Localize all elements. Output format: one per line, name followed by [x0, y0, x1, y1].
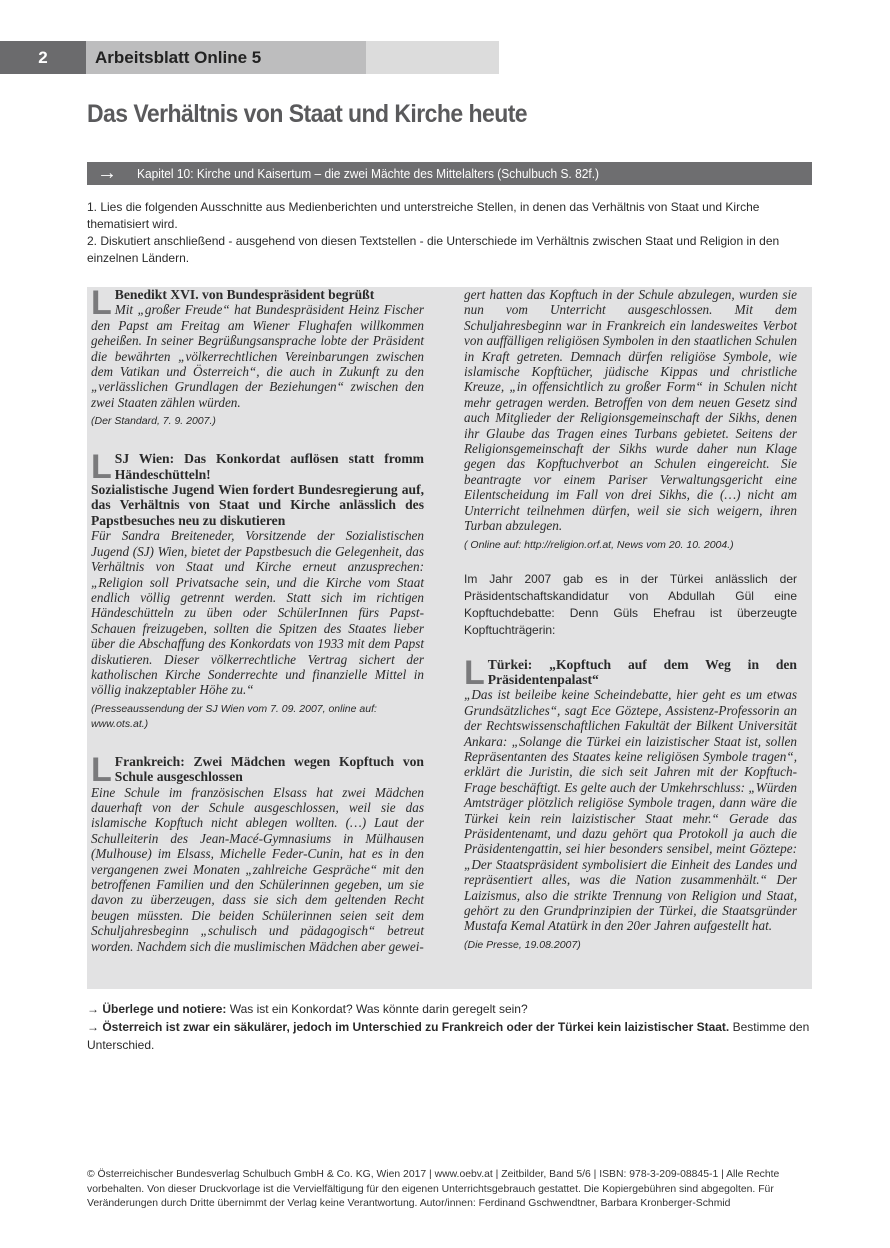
task-1: 1. Lies die folgenden Ausschnitte aus Medienberichten und unterstreiche Stellen, in denen das Verhältnis von Staat und Kirche thematisiert wird.: [87, 200, 760, 231]
article-headline: Frankreich: Zwei Mädchen wegen Kopftuch von Schule ausgeschlossen: [114, 753, 424, 785]
page-header-bar: [0, 41, 499, 74]
article-benedikt: [91, 284, 424, 429]
intro-tuerkei: Im Jahr 2007 gab es in der Türkei anlässlich der Präsidentschaftskandidatur von Abdullah Gül eine Kopftuchdebatte: Denn Güls Ehefrau ist überzeugte Kopftuchträgerin:: [464, 571, 797, 637]
arrow-right-icon: →: [87, 1020, 99, 1034]
page-number: 2: [0, 41, 86, 74]
follow-up-1: [87, 1000, 812, 1018]
article-marker-icon: L: [464, 653, 485, 692]
article-headline: SJ Wien: Das Konkordat auflösen statt fromm Händeschütteln!: [114, 451, 424, 482]
page-title: Das Verhältnis von Staat und Kirche heute: [87, 100, 528, 128]
follow-up-2: [87, 1018, 812, 1054]
article-headline: Benedikt XVI. von Bundespräsident begrüßt: [114, 287, 375, 302]
follow-up-tasks: [87, 1000, 812, 1054]
article-subheadline: Sozialistische Jugend Wien fordert Bundesregierung auf, das Verhältnis von Staat und Kirche anlässlich des Papstbesuches neu zu diskutieren: [91, 482, 424, 528]
follow-up-text: Bestimme den Unterschied.: [87, 1020, 810, 1052]
follow-up-bold: Österreich ist zwar ein säkulärer, jedoch im Unterschied zu Frankreich oder der Türkei kein laizistischer Staat.: [102, 1020, 730, 1034]
article-body: „Das ist beileibe keine Scheindebatte, hier geht es um etwas Grundsätzliches“, sagt Ece Göztepe, Assistenz-Professorin an der Rechtswissenschaftlichen Fakultät der Bilkent Universität Ankara: „Solange die Türkei ein laizistischer Staat ist, sollen Repräsentanten des Staates keine religiösen Symbole tragen“, erklärt die Juristin, die sich seit Jahren mit der Kopftuch-Frage beschäftigt. Es gelte auch der Umkehrschluss: „Würden Amtsträger plötzlich religiöse Symbole tragen, dann wäre die Türkei kein rein laizistischer Staat mehr.“ Gerade das Präsidentenamt, und dazu gehört qua Protokoll ja auch die Präsidentengattin, sei hier besonders sensibel, meint Göztepe: „Der Staatspräsident symbolisiert die Einheit des Landes und repräsentiert alles, was die Nation zusammenhält.“ Der Laizismus, also die strikte Trennung von Religion und Staat, gehört zu den Grundprinzipien der Türkei, die Staatsgründer Mustafa Kemal Atatürk in den 20er Jahren aufgestellt hat.: [464, 687, 797, 934]
article-marker-icon: L: [91, 750, 112, 789]
article-body-part2: gert hatten das Kopftuch in der Schule abzulegen, wurden sie nun vom Unterricht ausgeschlossen. Mit dem Schuljahresbeginn war in Frankreich ein landesweites Verbot von auffälligen religiösen Symbolen in den staatlichen Schulen in Kraft getreten. Demnach dürfen religiöse Symbole, wie islamische Kopftücher, jüdische Kippas und christliche Kreuze, „in offensichtlich zu großer Form“ in Schulen nicht mehr getragen werden. Betroffen von dem neuen Gesetz sind auch Mitglieder der Religionsgemeinschaft der Sikhs, denen ihr Glaube das Tragen eines Turbans gebietet. Seitens der Religionsgemeinschaft der Sikhs wurde daher nun Klage gegen das Kopftuchverbot an Schulen eingereicht. Sie beantragte vor einem Pariser Verwaltungsgericht eine Eilentscheidung im Fall von drei Sikhs, die (…) nicht am Unterricht teilnehmen dürfen, weil sie sich weigern, ihren Turban abzulegen.: [464, 287, 797, 534]
arrow-right-icon: →: [87, 1002, 99, 1016]
article-marker-icon: L: [91, 284, 112, 322]
right-column: [464, 287, 797, 967]
header-fill: [366, 41, 499, 74]
article-body: Für Sandra Breiteneder, Vorsitzende der Sozialistischen Jugend (SJ) Wien, bietet der Papstbesuch die Gelegenheit, das Verhältnis von Staat und Kirche erneut anzusprechen: „Religion soll Privatsache sein, und die Kirche vom Staat endlich völlig getrennt werden. Statt sich im richtigen Händeschütteln zu üben oder SchülerInnen fürs Papst-Schauen freizugeben, sollten die Spitzen des Staates lieber über die Abschaffung des Konkordats von 1933 mit dem Papst diskutieren. Dieser völkerrechtliche Vertrag sichert der katholischen Kirche Sonderrechte und finanzielle Mittel in völlig inakzeptabler Höhe zu.“: [91, 528, 424, 698]
task-2: 2. Diskutiert anschließend - ausgehend von diesen Textstellen - die Unterschiede im Verhältnis zwischen Staat und Religion in den einzelnen Ländern.: [87, 234, 780, 265]
article-frankreich-continued: [464, 287, 797, 553]
article-tuerkei: [464, 653, 797, 953]
source-texts-panel: [87, 284, 812, 989]
copyright-footer: © Österreichischer Bundesverlag Schulbuch GmbH & Co. KG, Wien 2017 | www.oebv.at | Zeitbilder, Band 5/6 | ISBN: 978-3-209-08845-1 | Alle Rechte vorbehalten. Von dieser Druckvorlage ist die Vervielfältigung für den eigenen Unterrichtsgebrauch gestattet. Die Kopiergebühren sind abgegolten. Für Veränderungen durch Dritte übernimmt der Verlag keine Verantwortung. Autor/innen: Ferdinand Gschwendtner, Barbara Kronberger-Schmid: [87, 1169, 780, 1209]
sheet-title: Arbeitsblatt Online 5: [86, 41, 366, 74]
task-instructions: [87, 199, 812, 267]
article-sj-wien: [91, 448, 424, 732]
article-frankreich: [91, 750, 424, 954]
article-marker-icon: L: [91, 448, 112, 487]
article-source: (Die Presse, 19.08.2007): [464, 938, 581, 951]
article-source: (Presseaussendung der SJ Wien vom 7. 09. 2007, online auf: www.ots.at.): [91, 702, 377, 730]
arrow-right-icon: →: [97, 162, 117, 184]
article-source: ( Online auf: http://religion.orf.at, News vom 20. 10. 2004.): [464, 538, 734, 551]
article-source: (Der Standard, 7. 9. 2007.): [91, 415, 216, 428]
chapter-reference: Kapitel 10: Kirche und Kaisertum – die zwei Mächte des Mittelalters (Schulbuch S. 82f.): [137, 166, 600, 181]
article-body: Mit „großer Freude“ hat Bundespräsident Heinz Fischer den Papst am Freitag am Wiener Flughafen willkommen geheißen. In seiner Begrüßungsansprache lobte der Präsident die bewährten „völkerrechtlichen Vereinbarungen zwischen dem Vatikan und Österreich“, die auch in Zukunft zu den „verlässlichen Grundlagen der Beziehungen“ zwischen den zwei Staaten zählen würden.: [91, 302, 424, 410]
chapter-reference-bar: [87, 162, 812, 185]
article-headline: Türkei: „Kopftuch auf dem Weg in den Präsidentenpalast“: [487, 656, 797, 687]
left-column: [91, 284, 424, 968]
follow-up-bold: Überlege und notiere:: [102, 1002, 227, 1016]
article-body-part1: Eine Schule im französischen Elsass hat zwei Mädchen dauerhaft von der Schule ausgeschlossen, weil sie das islamische Kopftuch nicht ablegen wollten. (…) Laut der Schulleiterin des Jean-Macé-Gymnasiums in Mülhausen (Mulhouse) im Elsass, Michelle Feder-Cunin, hat es in den vergangenen zwei Monaten „zahlreiche Gespräche“ mit den betroffenen Familien und den Schülerinnen gegeben, um sie davon zu überzeugen, dass sie sich dem geltenden Recht beugen müssten. Die beiden Schülerinnen seien seit dem Schuljahresbeginn „schulisch und pädagogisch“ betreut worden. Nachdem sich die muslimischen Mädchen aber gewei-: [91, 784, 424, 954]
follow-up-text: Was ist ein Konkordat? Was könnte darin geregelt sein?: [226, 1002, 528, 1016]
